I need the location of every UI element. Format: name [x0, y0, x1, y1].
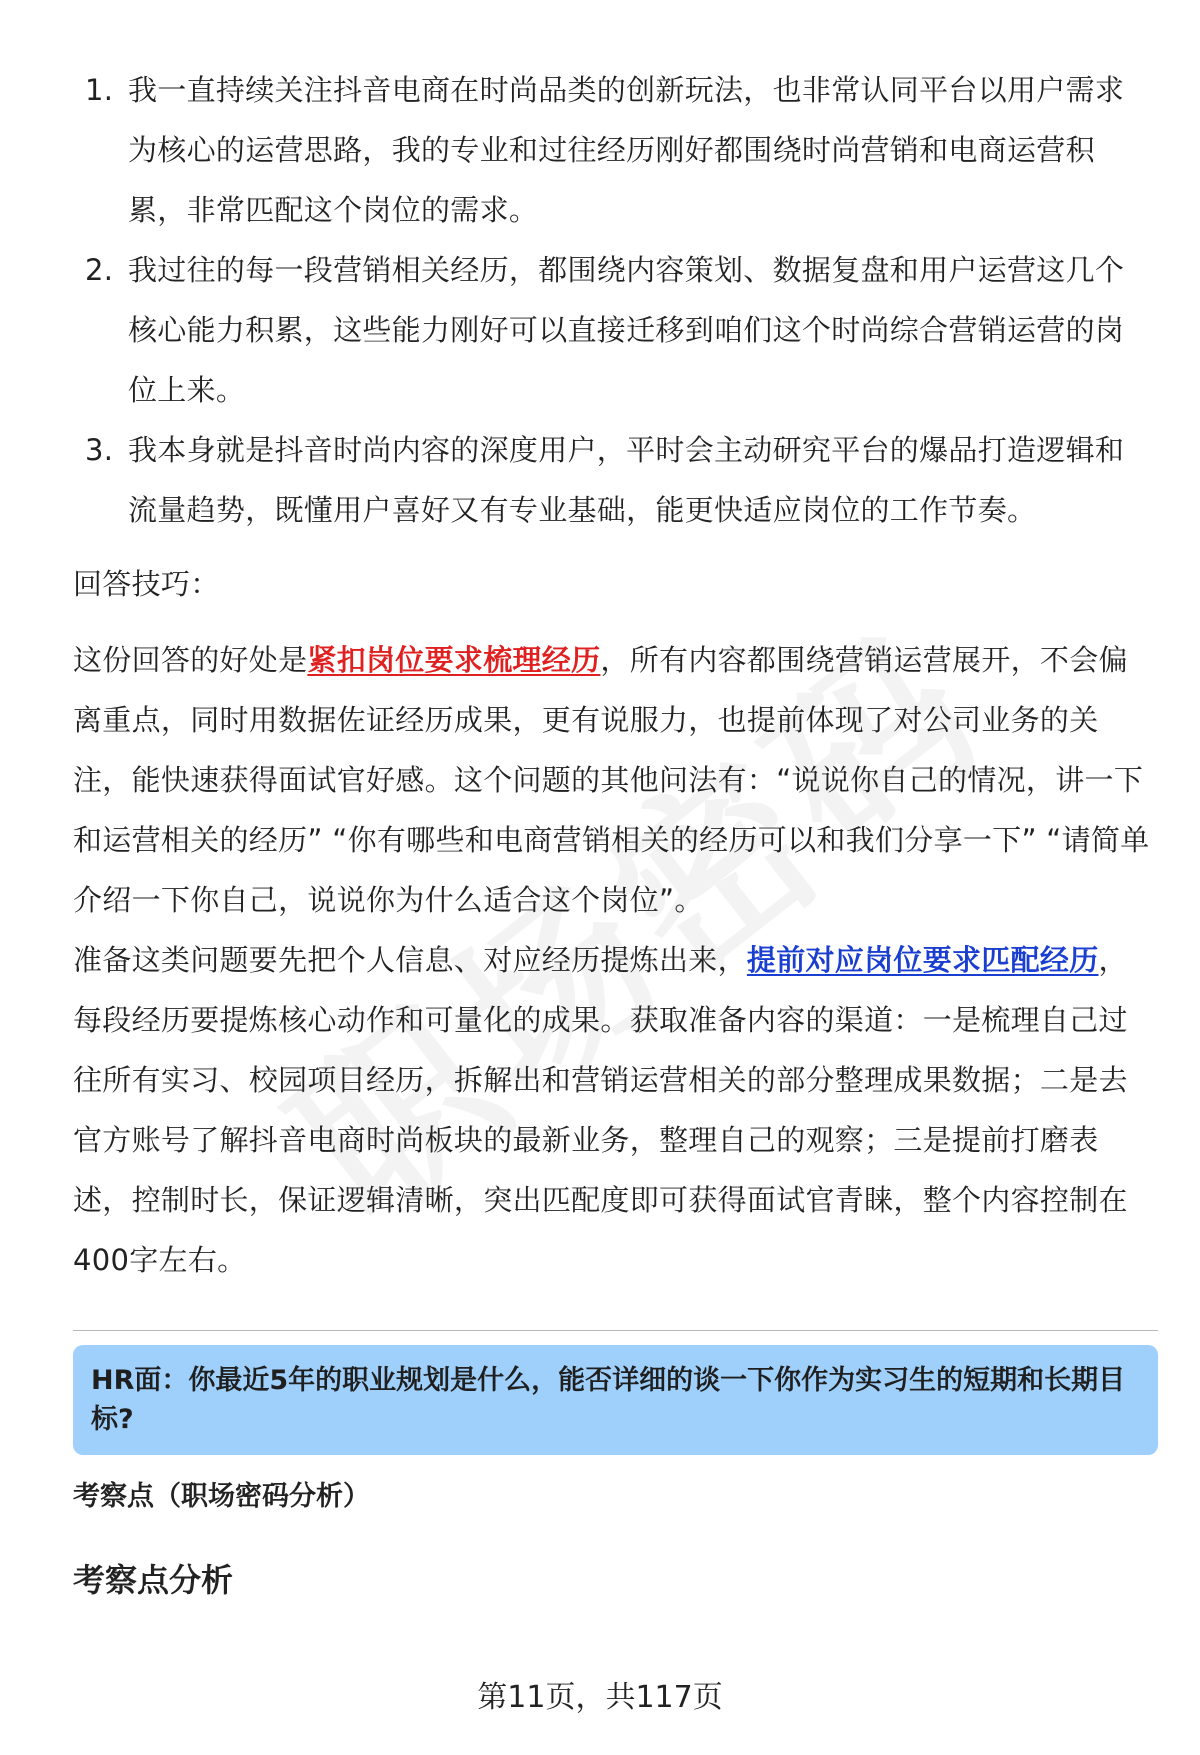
list-number: 3.: [85, 433, 114, 467]
question-box: HR面：你最近5年的职业规划是什么，能否详细的谈一下你作为实习生的短期和长期目标?: [73, 1345, 1158, 1455]
list-number: 1.: [85, 73, 114, 107]
page-content: [73, 60, 1153, 1603]
list-text: 我本身就是抖音时尚内容的深度用户，平时会主动研究平台的爆品打造逻辑和流量趋势，既懂用户喜好又有专业基础，能更快适应岗位的工作节奏。: [128, 433, 1125, 527]
para2-before: 准备这类问题要先把个人信息、对应经历提炼出来，: [73, 943, 747, 977]
page-footer: 第11页，共117页: [477, 1680, 723, 1715]
list-item: [73, 420, 1153, 540]
highlight-blue: 提前对应岗位要求匹配经历: [746, 943, 1099, 977]
para1-before: 这份回答的好处是: [73, 643, 308, 677]
list-text: 我一直持续关注抖音电商在时尚品类的创新玩法，也非常认同平台以用户需求为核心的运营思路，我的专业和过往经历刚好都围绕时尚营销和电商运营积累，非常匹配这个岗位的需求。: [128, 73, 1125, 227]
section-divider: [73, 1330, 1158, 1331]
tips-paragraph-1: [73, 630, 1153, 930]
list-text: 我过往的每一段营销相关经历，都围绕内容策划、数据复盘和用户运营这几个核心能力积累，这些能力刚好可以直接迁移到咱们这个时尚综合营销运营的岗位上来。: [128, 253, 1125, 407]
tips-label: 回答技巧：: [73, 567, 220, 601]
list-item: [73, 60, 1153, 240]
analysis-heading: 考察点分析: [73, 1561, 234, 1599]
para2-after: ，每段经历要提炼核心动作和可量化的成果。获取准备内容的渠道：一是梳理自己过往所有实习、校园项目经历，拆解出和营销运营相关的部分整理成果数据；二是去官方账号了解抖音电商时尚板块的最新业务，整理自己的观察；三是提前打磨表述，控制时长，保证逻辑清晰，突出匹配度即可获得面试官青睐，整个内容控制在400字左右。: [73, 943, 1128, 1277]
highlight-red: 紧扣岗位要求梳理经历: [307, 643, 601, 677]
para1-after: ，所有内容都围绕营销运营展开，不会偏离重点，同时用数据佐证经历成果，更有说服力，也提前体现了对公司业务的关注，能快速获得面试官好感。这个问题的其他问法有：“说说你自己的情况，讲一下和运营相关的经历” “你有哪些和电商营销相关的经历可以和我们分享一下” “请简单介绍一下你自己，说说你为什么适合这个岗位”。: [73, 643, 1150, 917]
answer-list: [73, 60, 1153, 540]
tips-paragraph-2: [73, 930, 1153, 1290]
list-number: 2.: [85, 253, 114, 287]
exam-point-heading: 考察点（职场密码分析）: [73, 1481, 370, 1512]
list-item: [73, 240, 1153, 420]
